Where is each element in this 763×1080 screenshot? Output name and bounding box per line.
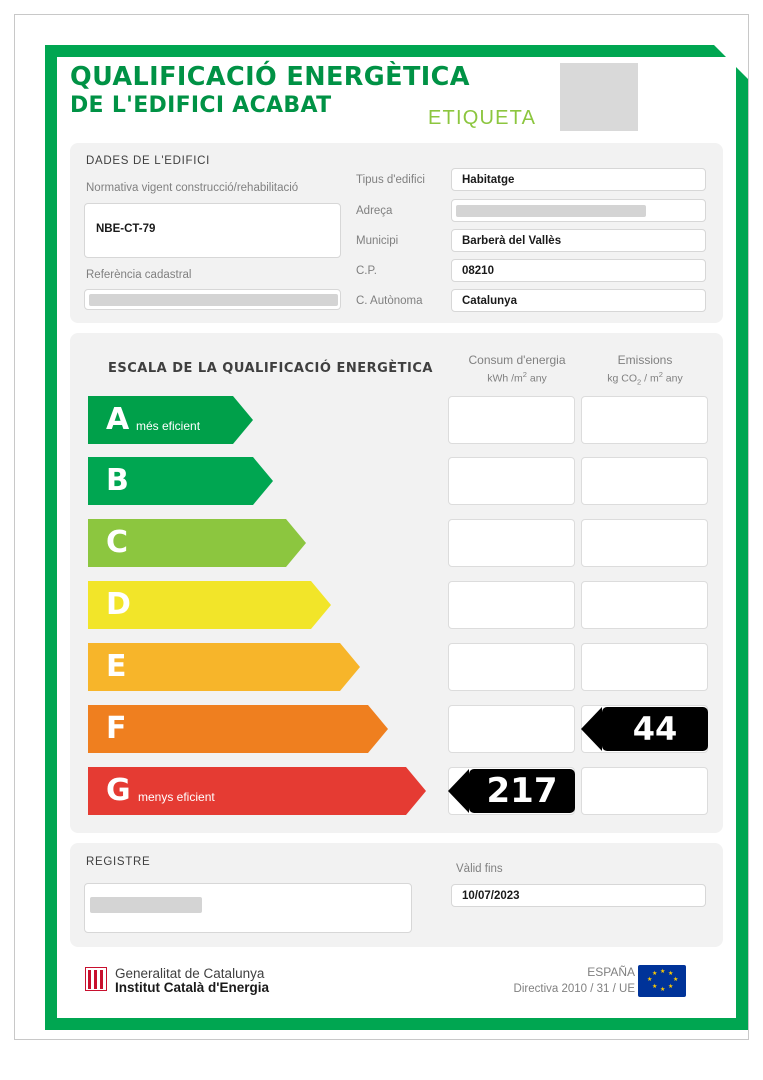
redacted-block	[89, 294, 338, 306]
valid-fins-label: Vàlid fins	[456, 863, 503, 875]
consum-cell-c	[448, 519, 575, 567]
band-letter-c: C	[106, 525, 129, 560]
consum-cell-d	[448, 581, 575, 629]
municipi-label: Municipi	[356, 235, 399, 247]
referencia-cadastral-label: Referència cadastral	[86, 269, 192, 281]
building-data-panel	[70, 143, 723, 323]
consum-cell-f	[448, 705, 575, 753]
emissions-cell-c	[581, 519, 708, 567]
band-row-e	[88, 643, 708, 691]
energy-scale-panel	[70, 333, 723, 833]
building-data-title: DADES DE L'EDIFICI	[86, 155, 211, 167]
most-efficient-note: més eficient	[136, 419, 201, 433]
scale-section-title: ESCALA DE LA QUALIFICACIÓ ENERGÈTICA	[108, 361, 433, 376]
codi-postal-value: 08210	[462, 265, 494, 277]
band-letter-d: D	[106, 587, 131, 622]
normativa-value: NBE-CT-79	[96, 223, 156, 235]
band-d	[88, 581, 331, 629]
catalonia-flag-icon	[85, 967, 107, 991]
consum-header-line1: Consum d'energia	[468, 353, 566, 367]
codi-postal-label: C.P.	[356, 265, 377, 277]
band-e	[88, 643, 360, 691]
normativa-label: Normativa vigent construcció/rehabilitació	[86, 182, 299, 194]
consum-column-header	[448, 353, 586, 385]
valid-fins-field[interactable]	[451, 884, 706, 907]
emissions-cell-e	[581, 643, 708, 691]
registre-label: REGISTRE	[86, 856, 151, 868]
consum-value-tag: 217	[469, 769, 575, 813]
band-letter-g: G	[106, 773, 131, 808]
comunitat-autonoma-field[interactable]	[451, 289, 706, 312]
consum-cell-a	[448, 396, 575, 444]
registre-panel	[70, 843, 723, 947]
page-title-line1: QUALIFICACIÓ ENERGÈTICA	[70, 62, 470, 92]
consum-header-line2: kWh $/m^2$ any	[487, 370, 547, 385]
generalitat-logo	[85, 967, 385, 1001]
band-letter-e: E	[106, 649, 127, 684]
adreca-label: Adreça	[356, 205, 393, 217]
normativa-field[interactable]	[84, 203, 341, 258]
consum-cell-b	[448, 457, 575, 505]
consum-cell-e	[448, 643, 575, 691]
generalitat-line2: Institut Català d'Energia	[115, 980, 269, 995]
registre-field[interactable]	[84, 883, 412, 933]
eu-flag-icon: ★ ★ ★ ★ ★ ★ ★ ★	[638, 965, 686, 997]
band-row-a	[88, 396, 708, 444]
band-letter-f: F	[106, 711, 127, 746]
band-c	[88, 519, 306, 567]
espana-label: ESPAÑA	[587, 965, 635, 979]
emissions-cell-g	[581, 767, 708, 815]
emissions-header-line1: Emissions	[617, 353, 673, 367]
municipi-value: Barberà del Vallès	[462, 235, 562, 247]
redacted-block	[90, 897, 202, 913]
redacted-block	[456, 205, 646, 217]
band-row-c	[88, 519, 708, 567]
comunitat-autonoma-label: C. Autònoma	[356, 295, 423, 307]
band-b	[88, 457, 273, 505]
directiva-label: Directiva 2010 / 31 / UE	[513, 983, 635, 995]
page-title-line2: DE L'EDIFICI ACABAT	[70, 93, 332, 118]
emissions-header-line2: kg $CO_2 / m^2$ any	[607, 370, 683, 387]
codi-postal-field[interactable]	[451, 259, 706, 282]
adreca-field[interactable]	[451, 199, 706, 222]
band-row-f	[88, 705, 708, 753]
valid-fins-value: 10/07/2023	[462, 890, 520, 902]
emissions-cell-b	[581, 457, 708, 505]
band-row-g	[88, 767, 708, 815]
least-efficient-note: menys eficient	[138, 790, 215, 804]
tipus-edifici-field[interactable]	[451, 168, 706, 191]
emissions-column-header	[576, 353, 714, 387]
emissions-cell-d	[581, 581, 708, 629]
band-g	[88, 767, 426, 815]
referencia-cadastral-field[interactable]	[84, 289, 341, 310]
etiqueta-label: ETIQUETA	[428, 107, 537, 129]
municipi-field[interactable]	[451, 229, 706, 252]
tipus-edifici-value: Habitatge	[462, 174, 515, 186]
comunitat-autonoma-value: Catalunya	[462, 295, 517, 307]
espana-directiva-block	[435, 965, 635, 1001]
band-letter-a: A	[106, 402, 130, 437]
logo-placeholder	[560, 63, 638, 131]
band-letter-b: B	[106, 463, 129, 498]
band-a	[88, 396, 253, 444]
tipus-edifici-label: Tipus d'edifici	[356, 174, 425, 186]
band-row-b	[88, 457, 708, 505]
emissions-cell-a	[581, 396, 708, 444]
document-header	[70, 63, 690, 135]
band-row-d	[88, 581, 708, 629]
emissions-value-tag: 44	[602, 707, 708, 751]
generalitat-line1: Generalitat de Catalunya	[115, 966, 265, 981]
paper-sheet	[14, 14, 749, 1040]
band-f	[88, 705, 388, 753]
